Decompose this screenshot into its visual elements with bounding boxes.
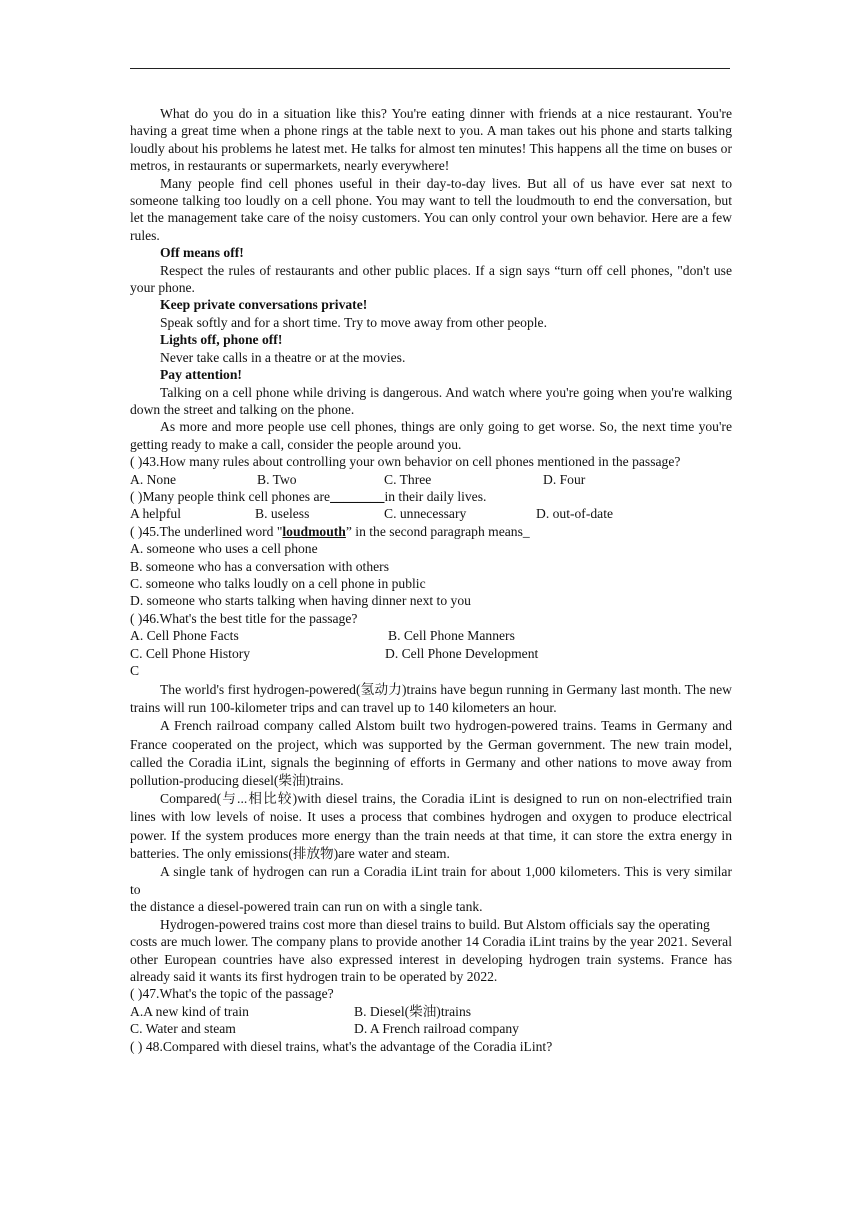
- rule-heading-1: Off means off!: [160, 245, 244, 261]
- rule-heading-3: Lights off, phone off!: [160, 332, 283, 348]
- question-48: ( ) 48.Compared with diesel trains, what's the advantage of the Coradia iLint?: [130, 1038, 553, 1054]
- rule-heading-2: Keep private conversations private!: [160, 297, 368, 313]
- option: B. someone who has a conversation with others: [130, 558, 389, 574]
- option: C. Cell Phone History: [130, 645, 251, 661]
- question-44-stem: ( )Many people think cell phones are: [130, 488, 331, 504]
- section-label: C: [130, 663, 140, 678]
- passage-c-paragraph-5-continued: costs are much lower. The company plans to provide another 14 Coradia iLint trains by the year 2021. Several other European countries have also expressed interest in developing hydrogen train systems. France has already said it wants its first hydrogen train to be operated by 2022.: [130, 934, 732, 984]
- question-46-options-row-1: [130, 627, 732, 644]
- passage-b-paragraph-1: What do you do in a situation like this? You're eating dinner with friends at a nice restaurant. You're having a great time when a phone rings at the table next to you. A man takes out his phone and starts talking loudly about his problems he latest met. He talks for almost ten minutes! This happens all the time on buses or metros, in restaurants or supermarkets, nearly everywhere!: [130, 106, 732, 174]
- question-46: ( )46.What's the best title for the passage?: [130, 610, 358, 626]
- question-47-options-row-2: [130, 1020, 732, 1037]
- question-44-options: [130, 505, 732, 522]
- option: B. Diesel(柴油)trains: [354, 1003, 472, 1019]
- passage-c-paragraph-4: A single tank of hydrogen can run a Coradia iLint train for about 1,000 kilometers. This is very similar to: [130, 863, 732, 897]
- option: B. Cell Phone Manners: [388, 628, 515, 644]
- option: B. Two: [257, 471, 297, 487]
- option: D. Cell Phone Development: [385, 645, 539, 661]
- option: D. A French railroad company: [354, 1021, 519, 1037]
- question-44: [130, 488, 732, 505]
- rule-text-1: Respect the rules of restaurants and other public places. If a sign says “turn off cell phones, "don't use your phone.: [130, 262, 732, 296]
- option: C. Three: [384, 471, 432, 487]
- option: A.A new kind of train: [130, 1003, 249, 1019]
- option: D. out-of-date: [536, 506, 614, 522]
- option: A. someone who uses a cell phone: [130, 541, 318, 557]
- question-45-stem-end: ” in the second paragraph means_: [345, 523, 530, 539]
- option: A. Cell Phone Facts: [130, 628, 239, 644]
- question-47: ( )47.What's the topic of the passage?: [130, 986, 334, 1002]
- question-45: [130, 523, 732, 540]
- question-46-options-row-2: [130, 645, 732, 662]
- passage-c-paragraph-2: A French railroad company called Alstom built two hydrogen-powered trains. Teams in Germany and France cooperated on the project, which was supported by the German government. The new train model, called the Coradia iLint, signals the beginning of efforts in Germany and other nations to move away from pollution-producing diesel(柴油)trains.: [130, 718, 732, 788]
- option: C. someone who talks loudly on a cell phone in public: [130, 575, 426, 591]
- rule-text-2: Speak softly and for a short time. Try to move away from other people.: [160, 314, 547, 330]
- rule-text-4: Talking on a cell phone while driving is dangerous. And watch where you're going when you're walking down the street and talking on the phone.: [130, 384, 732, 417]
- passage-c-paragraph-3: Compared(与...相比较)with diesel trains, the Coradia iLint is designed to run on non-electrified train lines with low levels of noise. It uses a process that combines hydrogen and oxygen to produce electrical power. If the system produces more energy than the train needs at that time, it can store the extra energy in batteries. The only emissions(排放物)are water and steam.: [130, 791, 732, 861]
- option: D. someone who starts talking when having dinner next to you: [130, 593, 471, 609]
- document-body: [130, 105, 732, 1055]
- passage-c-paragraph-1: The world's first hydrogen-powered(氢动力)trains have begun running in Germany last month. The new trains will run 100-kilometer trips and can travel up to 140 kilometers an hour.: [130, 681, 732, 716]
- rule-text-3: Never take calls in a theatre or at the movies.: [160, 349, 406, 365]
- header-rule: [130, 68, 730, 69]
- question-43: ( )43.How many rules about controlling your own behavior on cell phones mentioned in the passage?: [130, 454, 681, 470]
- passage-c-paragraph-4-continued: the distance a diesel-powered train can run on with a single tank.: [130, 899, 483, 915]
- option: C. Water and steam: [130, 1021, 236, 1037]
- question-44-stem-end: in their daily lives.: [384, 488, 487, 504]
- answer-blank: ________: [330, 488, 385, 504]
- option: B. useless: [255, 506, 310, 522]
- question-47-options-row-1: [130, 1003, 732, 1020]
- option: A helpful: [130, 506, 181, 522]
- passage-b-paragraph-2: Many people find cell phones useful in their day-to-day lives. But all of us have ever sat next to someone talking too loudly on a cell phone. You may want to tell the loudmouth to end the conversation, but let the management take care of the noisy customers. You can only control your own behavior. Here are a few rules.: [130, 175, 732, 243]
- passage-b-paragraph-3: As more and more people use cell phones, things are only going to get worse. So, the next time you're getting ready to make a call, consider the people around you.: [130, 419, 732, 452]
- option: A. None: [130, 471, 177, 487]
- passage-c-paragraph-5: Hydrogen-powered trains cost more than diesel trains to build. But Alstom officials say the operating: [160, 916, 710, 932]
- underlined-word: loudmouth: [282, 523, 346, 539]
- option: D. Four: [543, 471, 586, 487]
- question-43-options: [130, 471, 732, 488]
- option: C. unnecessary: [384, 506, 467, 522]
- question-45-stem: ( )45.The underlined word ": [130, 523, 283, 539]
- rule-heading-4: Pay attention!: [160, 367, 242, 383]
